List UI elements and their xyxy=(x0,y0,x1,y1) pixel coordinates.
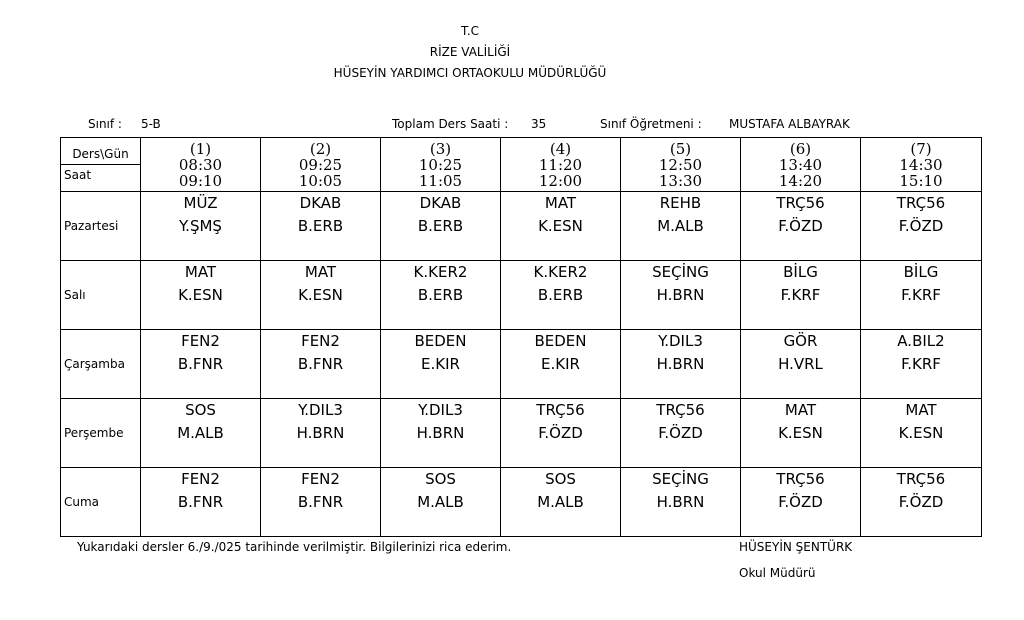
class-teacher-label: Sınıf Öğretmeni : xyxy=(600,117,702,131)
period-number: (4) xyxy=(549,139,572,158)
total-hours-value: 35 xyxy=(531,117,547,131)
period-number: (5) xyxy=(669,139,692,158)
lesson-subject: TRÇ56 xyxy=(896,194,946,212)
lesson-teacher: K.ESN xyxy=(298,286,343,304)
lesson-cell xyxy=(501,399,621,468)
lesson-cell xyxy=(741,261,861,330)
lesson-teacher: F.ÖZD xyxy=(778,217,823,235)
lesson-cell xyxy=(381,192,501,261)
lesson-teacher: B.FNR xyxy=(177,493,224,511)
day-name: Perşembe xyxy=(61,399,141,468)
lesson-subject: TRÇ56 xyxy=(776,470,825,488)
lesson-cell xyxy=(621,399,741,468)
lesson-subject: SEÇİNG xyxy=(652,263,709,281)
lesson-cell xyxy=(141,468,261,537)
day-row xyxy=(61,261,982,330)
signer-name: HÜSEYİN ŞENTÜRK xyxy=(739,540,853,554)
lesson-teacher: F.ÖZD xyxy=(898,217,944,235)
lesson-subject: FEN2 xyxy=(181,332,220,350)
signer-title: Okul Müdürü xyxy=(739,566,816,580)
lesson-teacher: E.KIR xyxy=(541,355,580,373)
lesson-teacher: B.FNR xyxy=(177,355,224,373)
corner-cell xyxy=(61,138,141,192)
lesson-cell xyxy=(621,468,741,537)
lesson-cell xyxy=(261,468,381,537)
period-number: (7) xyxy=(910,139,932,158)
lesson-cell xyxy=(261,399,381,468)
lesson-cell xyxy=(501,192,621,261)
lesson-subject: BEDEN xyxy=(534,332,587,350)
period-header-5 xyxy=(621,138,741,192)
period-number: (1) xyxy=(189,139,212,158)
lesson-cell xyxy=(501,468,621,537)
period-header-2 xyxy=(261,138,381,192)
lesson-subject: Y.DIL3 xyxy=(298,401,343,419)
lesson-teacher: F.KRF xyxy=(901,355,941,373)
lesson-teacher: K.ESN xyxy=(898,424,944,442)
lesson-teacher: H.BRN xyxy=(656,493,705,511)
lesson-teacher: B.ERB xyxy=(297,217,344,235)
lesson-teacher: M.ALB xyxy=(537,493,584,511)
lesson-cell xyxy=(261,330,381,399)
lesson-subject: Y.DIL3 xyxy=(418,401,463,419)
lesson-subject: MAT xyxy=(905,401,937,419)
lesson-cell xyxy=(861,330,982,399)
lesson-subject: BEDEN xyxy=(414,332,467,350)
lesson-cell xyxy=(381,399,501,468)
lesson-subject: BİLG xyxy=(903,263,939,281)
lesson-teacher: B.ERB xyxy=(417,217,464,235)
lesson-teacher: K.ESN xyxy=(178,286,223,304)
lesson-cell xyxy=(621,192,741,261)
lesson-teacher: B.FNR xyxy=(297,355,344,373)
period-header-row xyxy=(61,138,982,192)
lesson-cell xyxy=(261,261,381,330)
lesson-subject: A.BIL2 xyxy=(897,332,945,350)
class-value: 5-B xyxy=(141,117,161,131)
class-teacher-value: MUSTAFA ALBAYRAK xyxy=(729,117,850,131)
period-start-time: 09:25 xyxy=(298,155,343,174)
period-header-3 xyxy=(381,138,501,192)
period-end-time: 15:10 xyxy=(899,171,943,190)
period-number: (3) xyxy=(429,139,452,158)
lesson-cell xyxy=(141,261,261,330)
lesson-subject: TRÇ56 xyxy=(656,401,705,419)
lesson-cell xyxy=(741,192,861,261)
lesson-teacher: Y.ŞMŞ xyxy=(179,217,222,235)
period-end-time: 10:05 xyxy=(298,171,343,190)
lesson-cell xyxy=(741,330,861,399)
period-header-7 xyxy=(861,138,982,192)
day-row xyxy=(61,399,982,468)
lesson-cell xyxy=(621,261,741,330)
day-name: Salı xyxy=(61,261,141,330)
total-hours-label: Toplam Ders Saati : xyxy=(392,117,509,131)
day-row xyxy=(61,330,982,399)
lesson-subject: K.KER2 xyxy=(413,263,468,281)
lesson-teacher: E.KIR xyxy=(421,355,460,373)
timetable xyxy=(60,137,982,537)
lesson-subject: MAT xyxy=(784,401,817,419)
lesson-cell xyxy=(261,192,381,261)
lesson-cell xyxy=(741,399,861,468)
lesson-teacher: F.ÖZD xyxy=(538,424,583,442)
class-label: Sınıf : xyxy=(88,117,122,131)
period-start-time: 08:30 xyxy=(178,155,223,174)
lesson-teacher: B.ERB xyxy=(537,286,584,304)
lesson-subject: TRÇ56 xyxy=(536,401,585,419)
period-start-time: 12:50 xyxy=(658,155,703,174)
lesson-teacher: H.VRL xyxy=(778,355,823,373)
lesson-subject: FEN2 xyxy=(301,470,340,488)
period-end-time: 09:10 xyxy=(178,171,223,190)
lesson-subject: MÜZ xyxy=(183,194,218,212)
day-name: Cuma xyxy=(61,468,141,537)
lesson-subject: TRÇ56 xyxy=(776,194,825,212)
header-line-province: RİZE VALİLİĞİ xyxy=(429,45,511,59)
lesson-cell xyxy=(501,261,621,330)
lesson-subject: DKAB xyxy=(299,194,342,212)
period-number: (6) xyxy=(789,139,812,158)
lesson-teacher: K.ESN xyxy=(538,217,583,235)
lesson-cell xyxy=(381,330,501,399)
period-end-time: 12:00 xyxy=(538,171,583,190)
footer-note: Yukarıdaki dersler 6./9./025 tarihinde verilmiştir. Bilgilerinizi rica ederim. xyxy=(77,540,512,554)
lesson-cell xyxy=(861,261,982,330)
period-start-time: 13:40 xyxy=(778,155,823,174)
lesson-cell xyxy=(861,399,982,468)
lesson-subject: FEN2 xyxy=(181,470,220,488)
lesson-subject: GÖR xyxy=(783,332,818,350)
lesson-cell xyxy=(141,330,261,399)
period-number: (2) xyxy=(309,139,332,158)
corner-day-label: Ders\Gün xyxy=(61,145,140,165)
lesson-teacher: F.ÖZD xyxy=(898,493,944,511)
lesson-teacher: F.KRF xyxy=(780,286,821,304)
period-end-time: 13:30 xyxy=(658,171,703,190)
period-start-time: 11:20 xyxy=(538,155,583,174)
lesson-teacher: F.ÖZD xyxy=(778,493,823,511)
lesson-subject: SOS xyxy=(185,401,216,419)
period-header-1 xyxy=(141,138,261,192)
lesson-cell xyxy=(741,468,861,537)
lesson-subject: Y.DIL3 xyxy=(658,332,703,350)
day-row xyxy=(61,192,982,261)
day-name: Pazartesi xyxy=(61,192,141,261)
period-header-6 xyxy=(741,138,861,192)
lesson-cell xyxy=(621,330,741,399)
period-header-4 xyxy=(501,138,621,192)
period-start-time: 10:25 xyxy=(418,155,463,174)
lesson-subject: K.KER2 xyxy=(533,263,588,281)
lesson-teacher: M.ALB xyxy=(657,217,704,235)
lesson-teacher: H.BRN xyxy=(416,424,465,442)
lesson-subject: REHB xyxy=(659,194,702,212)
lesson-cell xyxy=(381,468,501,537)
lesson-cell xyxy=(141,399,261,468)
lesson-subject: FEN2 xyxy=(301,332,340,350)
lesson-cell xyxy=(141,192,261,261)
lesson-subject: BİLG xyxy=(783,263,818,281)
lesson-teacher: B.ERB xyxy=(417,286,464,304)
lesson-teacher: H.BRN xyxy=(656,355,705,373)
day-row xyxy=(61,468,982,537)
period-start-time: 14:30 xyxy=(899,155,943,174)
corner-time-label: Saat xyxy=(64,167,92,182)
lesson-cell xyxy=(861,468,982,537)
lesson-teacher: K.ESN xyxy=(778,424,823,442)
lesson-teacher: M.ALB xyxy=(417,493,464,511)
lesson-subject: TRÇ56 xyxy=(896,470,946,488)
lesson-subject: SOS xyxy=(545,470,576,488)
lesson-teacher: B.FNR xyxy=(297,493,344,511)
lesson-subject: MAT xyxy=(184,263,217,281)
day-name: Çarşamba xyxy=(61,330,141,399)
lesson-subject: SOS xyxy=(425,470,456,488)
lesson-subject: MAT xyxy=(544,194,577,212)
lesson-subject: DKAB xyxy=(419,194,462,212)
lesson-teacher: H.BRN xyxy=(656,286,705,304)
period-end-time: 11:05 xyxy=(418,171,463,190)
lesson-subject: SEÇİNG xyxy=(652,470,709,488)
lesson-teacher: H.BRN xyxy=(296,424,345,442)
lesson-subject: MAT xyxy=(304,263,337,281)
lesson-teacher: F.KRF xyxy=(901,286,941,304)
lesson-cell xyxy=(381,261,501,330)
lesson-cell xyxy=(501,330,621,399)
header-line-tc: T.C xyxy=(460,24,480,38)
lesson-teacher: F.ÖZD xyxy=(658,424,703,442)
lesson-cell xyxy=(861,192,982,261)
header-line-school: HÜSEYİN YARDIMCI ORTAOKULU MÜDÜRLÜĞÜ xyxy=(333,66,607,80)
period-end-time: 14:20 xyxy=(778,171,823,190)
lesson-teacher: M.ALB xyxy=(177,424,224,442)
